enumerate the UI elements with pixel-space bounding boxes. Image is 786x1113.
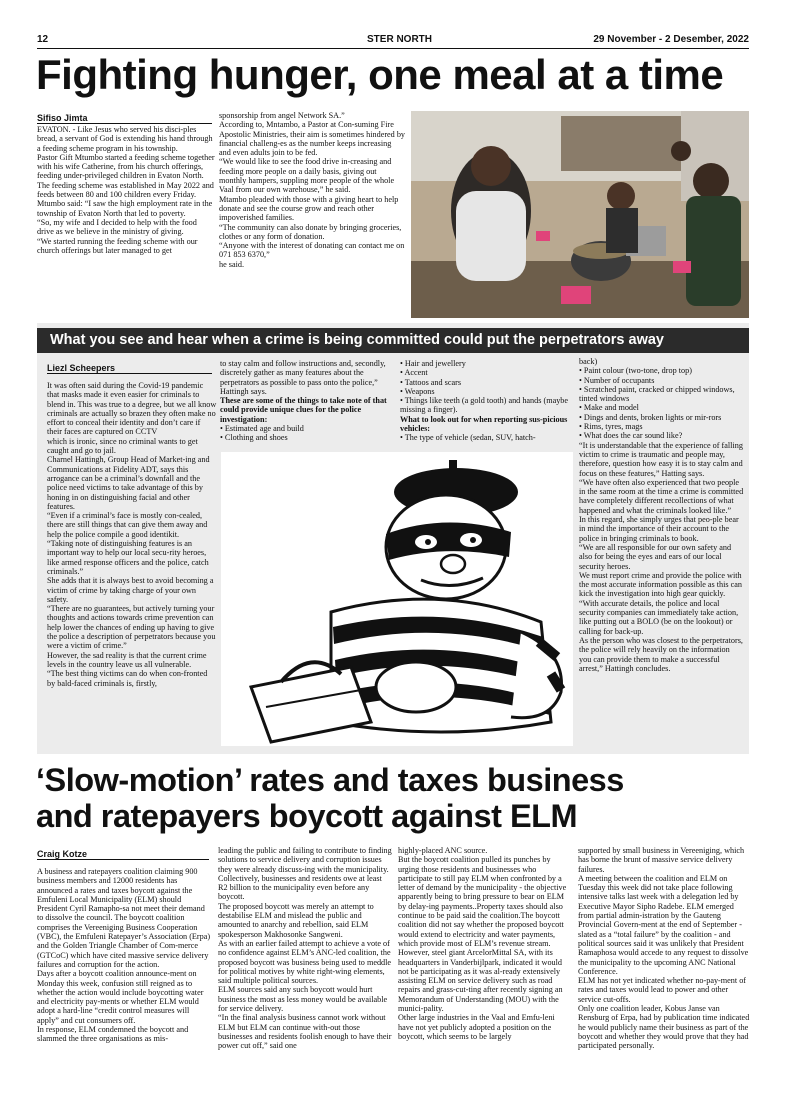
list-item: • Paint colour (two-tone, drop top)	[579, 366, 692, 376]
paragraph: “We would like to see the food drive in-creasing and feeding more people on a daily basis, giving out monthly hampers, suppling more people of the whole Vaal from our own warehouse,” he said.	[219, 157, 395, 195]
issue-date: 29 November - 2 Desember, 2022	[593, 34, 749, 45]
paragraph: A meeting between the coalition and ELM on Tuesday this week did not take place following intensive talks last week with a delegation led by Executive Mayor Sipho Radebe. ELM emerged from partial admin-istration by the Gauteng Provincial Govern-ment at the end of September - slated as a “total failure” by the coalition - and political sources said it was unlikely that President Ramaphosa would accede to any request to dissolve the municipality to the upcoming ANC National Conference.	[578, 873, 749, 976]
paragraph: A business and ratepayers coalition claiming 900 business members and 12000 residents has announced a rates and taxes boycott against the Emfuleni Local Municipality (ELM) should President Cyril Ramapho-sa not meet their demand to dissolve the council. The boycott coalition comprises the Vereeniging Business Cooperation (VBC), the Emfuleni Ratepayer’s Association (Erpa) and the Golden Triangle Chamber of Com-merce (GTCoC) which have cited massive service delivery failures and corruption for the action.	[37, 867, 211, 969]
article3-headline-line-1: ‘Slow-motion’ rates and taxes business	[36, 762, 624, 798]
paragraph: “We are all responsible for our own safety and also for being the eyes and ears of our local security heroes.	[579, 542, 732, 571]
paragraph: However, steel giant ArcelorMittal SA, with its headquarters in Vanderbijlpark, indicated it would not be participating as it was al-ready extensively assisting ELM on service delivery such as road repairs and grass-cut-ting after recently signing an Memorandum of Understanding (MOU) with the munici-pality.	[398, 948, 563, 1014]
paragraph: Only one coalition leader, Kobus Janse van Rensburg of Erpa, had by publication time indicated he would publicly name their business as part of the boycott and whether they would prove that they had participated personally.	[578, 1004, 750, 1051]
paragraph: As with an earlier failed attempt to achieve a vote of no confidence against ELM’s ANC-led coalition, the proposed boycott was business being used to meddle for political motives by white right-wing elements, said multiple political sources.	[218, 938, 392, 986]
list-item: • The type of vehicle (sedan, SUV, hatch-	[400, 433, 536, 443]
paragraph: Pastor Gift Mtumbo started a feeding scheme together with his wife Catherine, from his church offerings, feeding under-privileged children in Evaton North.	[37, 152, 215, 181]
paragraph: supported by small business in Vereeniging, which has borne the brunt of massive service delivery failures.	[578, 846, 745, 874]
paragraph: ELM sources said any such boycott would hurt business the most as less money would be available for service delivery.	[218, 985, 388, 1014]
paragraph: “We have often also experienced that two people in the same room at the time a crime is committed have completely different recollections of what happened and what the criminals looked like.”	[579, 477, 744, 515]
paragraph: It was often said during the Covid-19 pandemic that masks made it even easier for criminals to blend in. This was true to a degree, but we all know criminals are actually so brazen they often make no effort to conceal their identity and don’t care if their faces are captured on CCTV	[47, 381, 217, 437]
paragraph: The feeding scheme was established in May 2022 and feeds between 80 and 100 children every Friday.	[37, 180, 214, 200]
article3-byline: Craig Kotze	[37, 849, 88, 859]
byline-rule	[37, 123, 212, 124]
list-item: • Things like teeth (a gold tooth) and hands (maybe missing a finger).	[400, 396, 569, 415]
article2-column-2	[220, 359, 396, 449]
paragraph: Collectively, businesses and residents owe at least R2 billion to the municipality even before any boycott.	[218, 873, 382, 902]
article3-column-4	[578, 846, 750, 1107]
subheading: What to look out for when reporting sus-picious vehicles:	[400, 414, 568, 434]
paragraph: which is ironic, since no criminal wants to get caught and go to jail.	[47, 436, 198, 456]
feeding-scheme-photo	[411, 111, 749, 318]
paragraph: Charnel Hattingh, Group Head of Market-ing and Communications at Fidelity ADT, says this arrogance can be a criminal’s downfall and the police need victims to take advantage of this by honing in on distinguishing facial and other features.	[47, 455, 210, 511]
paragraph: “We started running the feeding scheme with our church offerings but later managed to get	[37, 236, 198, 255]
article2-byline: Liezl Scheepers	[47, 363, 116, 373]
paragraph: We must report crime and provide the police with the most accurate information possible as this can kick the investigation into high gear quickly.	[579, 570, 743, 599]
paragraph: “The community can also donate by bringing groceries, clothes or any form of donation.	[219, 222, 402, 241]
list-item: • Accent	[400, 368, 428, 378]
byline-rule	[37, 859, 209, 860]
paragraph: “With accurate details, the police and local security companies can immediately take action, like putting out a BOLO (be on the lookout) or calling for back-up.	[579, 598, 739, 636]
paragraph: In this regard, she simply urges that peo-ple bear in mind the importance of their account to the police in bringing criminals to book.	[579, 515, 739, 543]
paragraph: “Taking note of distinguishing features is an important way to help our local secu-rity heroes, like armed response officers and the police, catch criminals.”	[47, 539, 209, 576]
list-item: • Number of occupants	[579, 375, 655, 385]
paragraph: Mtambo pleaded with those with a giving heart to help donate and see the course grow and reach other impoverished families.	[219, 194, 399, 223]
list-item: • Rims, tyres, mags	[579, 422, 643, 432]
list-item: • Clothing and shoes	[220, 433, 288, 443]
paragraph: Days after a boycott coalition announce-ment on Monday this week, confusion still reigned as to whether the action would include boycotting water and electricity pay-ments or whether ELM would adopt a hard-line “credit control measures will apply” and cut consumers off.	[37, 969, 204, 1025]
paragraph: “Even if a criminal’s face is mostly con-cealed, there are still things that can give them away and help the police compile a good identikit.	[47, 511, 208, 539]
list-item: • Dings and dents, broken lights or mir-rors	[579, 412, 722, 422]
paragraph: Other large industries in the Vaal and Emfu-leni have not yet publicly adopted a position on the boycott, which seems to be largely	[398, 1013, 555, 1041]
publication-name: STER NORTH	[367, 34, 432, 45]
page-header	[37, 34, 749, 48]
page-number: 12	[37, 34, 49, 45]
paragraph: “Anyone with the interest of donating can contact me on 071 853 6370,”	[219, 241, 405, 260]
paragraph: “It is understandable that the experience of falling victim to crime is traumatic and people may, therefore, question how easy it is to stay calm and focus on these features,” Hatting says.	[579, 440, 743, 478]
paragraph: The proposed boycott was merely an attempt to destabilise ELM and mislead the public and amounted to anarchy and rebellion, said ELM spokesperson Makhosonke Sangweni.	[218, 901, 374, 939]
list-item: • Make and model	[579, 403, 639, 413]
paragraph: Mtumbo said: “I saw the high employment rate in the township of Evaton North that led to poverty.	[37, 199, 213, 218]
list-item: • Tattoos and scars	[400, 377, 462, 387]
paragraph: to stay calm and follow instructions and, secondly, discretely gather as many features about the perpetrators as possible to pass onto the police,” Hattingh says.	[220, 359, 386, 396]
article3-headline	[36, 762, 756, 834]
paragraph: “In the final analysis business cannot work without ELM but ELM can continue with-out those businesses and residents foolish enough to have their power cut off,” said one	[218, 1013, 392, 1051]
article1-column-2	[219, 111, 405, 325]
paragraph: “The best thing victims can do when con-fronted by bald-faced criminals is, firstly,	[47, 669, 208, 688]
paragraph: he said.	[219, 259, 245, 269]
list-item: • What does the car sound like?	[579, 431, 683, 441]
subheading: These are some of the things to take note of that could provide unique clues for the police investigation:	[220, 396, 387, 424]
article1-headline: Fighting hunger, one meal at a time	[36, 51, 724, 98]
paragraph: highly-placed ANC source.	[398, 846, 488, 855]
paragraph: ELM has not yet indicated whether no-pay-ment of rates and taxes would lead to power and other service cut-offs.	[578, 976, 747, 1004]
paragraph: However, the sad reality is that the current crime levels in the country leave us all vulnerable.	[47, 650, 207, 669]
article3-column-2	[218, 846, 392, 1107]
article2-column-1	[47, 381, 217, 750]
burglar-cartoon-illustration	[221, 452, 573, 746]
paragraph: EVATON. - Like Jesus who served his disci-ples bread, a servant of God is extending his hand through a feeding scheme program in his township.	[37, 125, 213, 153]
list-item: • Weapons	[400, 386, 435, 396]
article3-column-1	[37, 867, 211, 1107]
paragraph: But the boycott coalition pulled its punches by urging those residents and businesses who participate to still pay ELM when confronted by a letter of demand by the municipality - the objective apparently being to bring pressure to bear on ELM by delay-ing payments..Property taxes should also continue to be paid said the coalition.The boycott coalition did not say whether the proposed boycott would extend to electricity and water payments, which provide most of ELM’s revenue stream.	[398, 855, 567, 948]
paragraph: According to, Mntambo, a Pastor at Con-suming Fire Apostolic Ministries, their aim is sometimes hindered by financial challeng-es as the number keeps increasing and even adults join to be fed.	[219, 120, 405, 158]
article2-column-3	[400, 359, 575, 449]
paragraph: In response, ELM condemned the boycott and slammed the three organisations as mis-	[37, 1025, 189, 1044]
byline-rule	[47, 373, 212, 374]
paragraph: She adds that it is always best to avoid becoming a victim of crime by taking charge of your own safety.	[47, 576, 214, 604]
article1-byline: Sifiso Jimta	[37, 113, 88, 123]
list-item: • Hair and jewellery	[400, 359, 466, 368]
article2-column-4	[579, 357, 744, 750]
paragraph: back)	[579, 357, 598, 366]
list-item: • Estimated age and build	[220, 424, 304, 434]
header-rule	[37, 48, 749, 49]
article3-headline-line-2: and ratepayers boycott against ELM	[36, 798, 578, 834]
paragraph: “So, my wife and I decided to help with the food drive as we believe in the ministry of giving.	[37, 217, 197, 237]
paragraph: As the person who was closest to the perpetrators, the police will rely heavily on the information you can provide them to make a successful arrest,” Hattingh concludes.	[579, 635, 743, 673]
article1-column-1	[37, 125, 215, 325]
list-item: • Scratched paint, cracked or chipped windows, tinted windows	[579, 384, 735, 404]
paragraph: sponsorship from angel Network SA.”	[219, 111, 345, 120]
article3-column-3	[398, 846, 572, 1107]
paragraph: leading the public and failing to contribute to finding solutions to service delivery and corruption issues they were already discuss-ing with the municipality.	[218, 846, 392, 874]
article2-headline: What you see and hear when a crime is being committed could put the perpetrators away	[37, 328, 749, 353]
paragraph: “There are no guarantees, but actively turning your thoughts and actions towards crime prevention can help lower the chances of ending up having to give the police a description of perpetrators because you were a victim of crime.”	[47, 604, 216, 651]
